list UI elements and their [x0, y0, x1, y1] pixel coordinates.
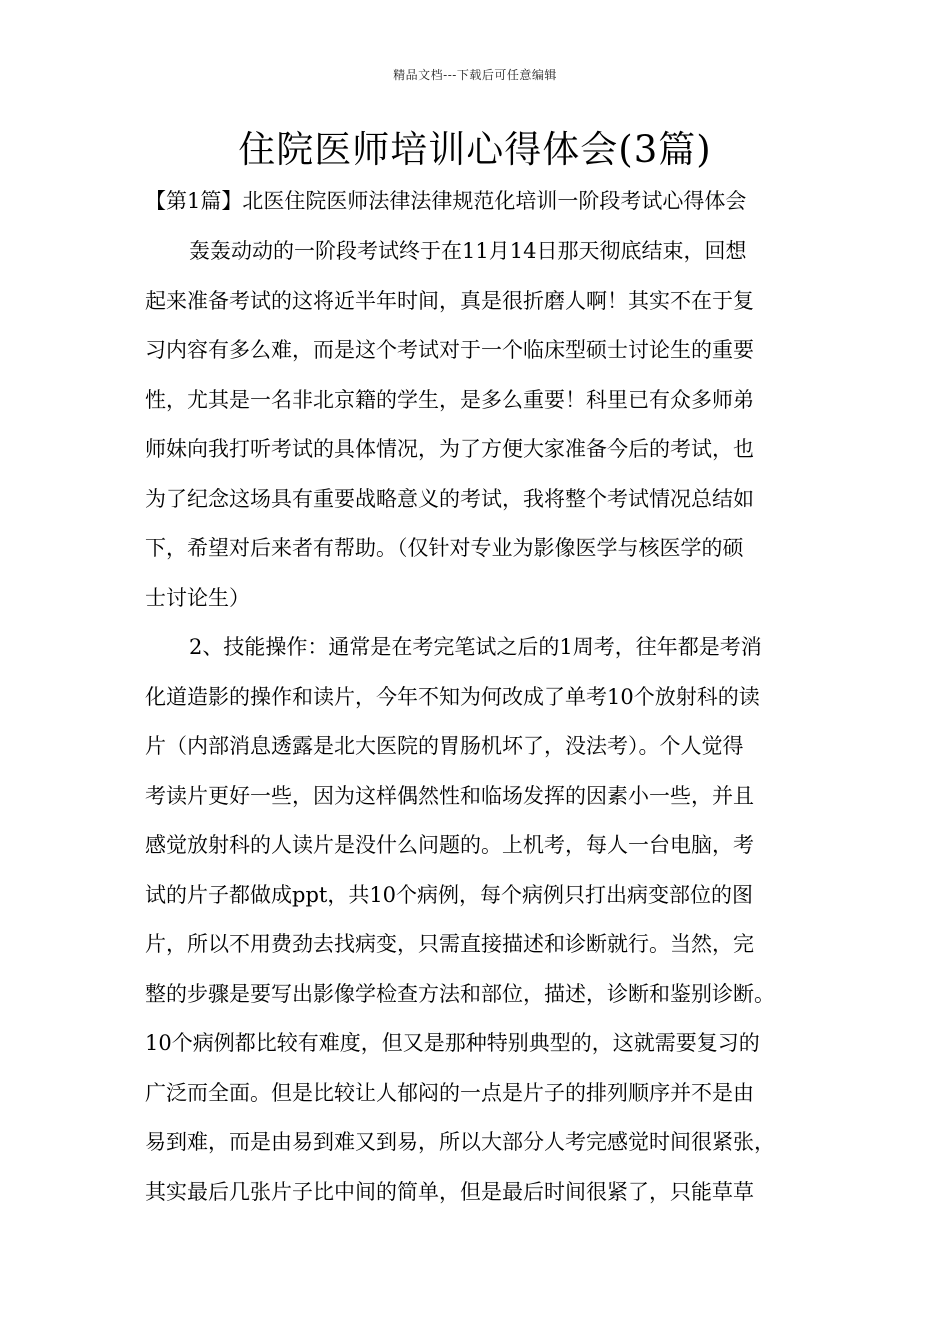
paragraph-line: 其实最后几张片子比中间的简单，但是最后时间很紧了，只能草草 — [145, 1179, 754, 1204]
paragraph-line: 易到难，而是由易到难又到易，所以大部分人考完感觉时间很紧张， — [145, 1130, 775, 1154]
paragraph-line: 为了纪念这场具有重要战略意义的考试，我将整个考试情况总结如 — [145, 486, 754, 511]
paragraph-line: 整的步骤是要写出影像学检查方法和部位，描述，诊断和鉴别诊断。 — [145, 981, 775, 1006]
paragraph-line: 感觉放射科的人读片是没什么问题的。上机考，每人一台电脑，考 — [145, 833, 754, 857]
paragraph-line: 2、技能操作：通常是在考完笔试之后的1周考，往年都是考消 — [189, 635, 762, 659]
paragraph-line: 片，所以不用费劲去找病变，只需直接描述和诊断就行。当然，完 — [145, 932, 754, 956]
paragraph-line: 士讨论生） — [145, 585, 250, 610]
paragraph-line: 考读片更好一些，因为这样偶然性和临场发挥的因素小一些，并且 — [145, 783, 754, 808]
paragraph-line: 轰轰动动的一阶段考试终于在11月14日那天彻底结束，回想 — [189, 239, 747, 263]
paragraph-line: 试的片子都做成ppt，共10个病例，每个病例只打出病变部位的图 — [145, 882, 754, 907]
paragraph-line: 广泛而全面。但是比较让人郁闷的一点是片子的排列顺序并不是由 — [145, 1080, 754, 1105]
paragraph-line: 起来准备考试的这将近半年时间，真是很折磨人啊！其实不在于复 — [145, 288, 754, 313]
paragraph-line: 性，尤其是一名非北京籍的学生，是多么重要！科里已有众多师弟 — [145, 387, 754, 412]
header-note: 精品文档---下载后可任意编辑 — [393, 68, 557, 82]
paragraph — [145, 233, 825, 629]
paragraph-line: 化道造影的操作和读片，今年不知为何改成了单考10个放射科的读 — [145, 684, 760, 709]
paragraph — [145, 629, 825, 1223]
paragraph-line: 习内容有多么难，而是这个考试对于一个临床型硕士讨论生的重要 — [145, 338, 754, 362]
paragraph-line: 10个病例都比较有难度，但又是那种特别典型的，这就需要复习的 — [145, 1031, 760, 1055]
document-title: 住院医师培训心得体会(3篇) — [238, 128, 712, 171]
section-subtitle: 【第1篇】北医住院医师法律法律规范化培训一阶段考试心得体会 — [145, 189, 747, 213]
paragraph-line: 师妹向我打听考试的具体情况，为了方便大家准备今后的考试，也 — [145, 437, 754, 461]
paragraph-line: 片（内部消息透露是北大医院的胃肠机坏了，没法考）。个人觉得 — [145, 734, 744, 758]
paragraph-line: 下，希望对后来者有帮助。（仅针对专业为影像医学与核医学的硕 — [145, 536, 744, 560]
document-body — [145, 233, 825, 1223]
